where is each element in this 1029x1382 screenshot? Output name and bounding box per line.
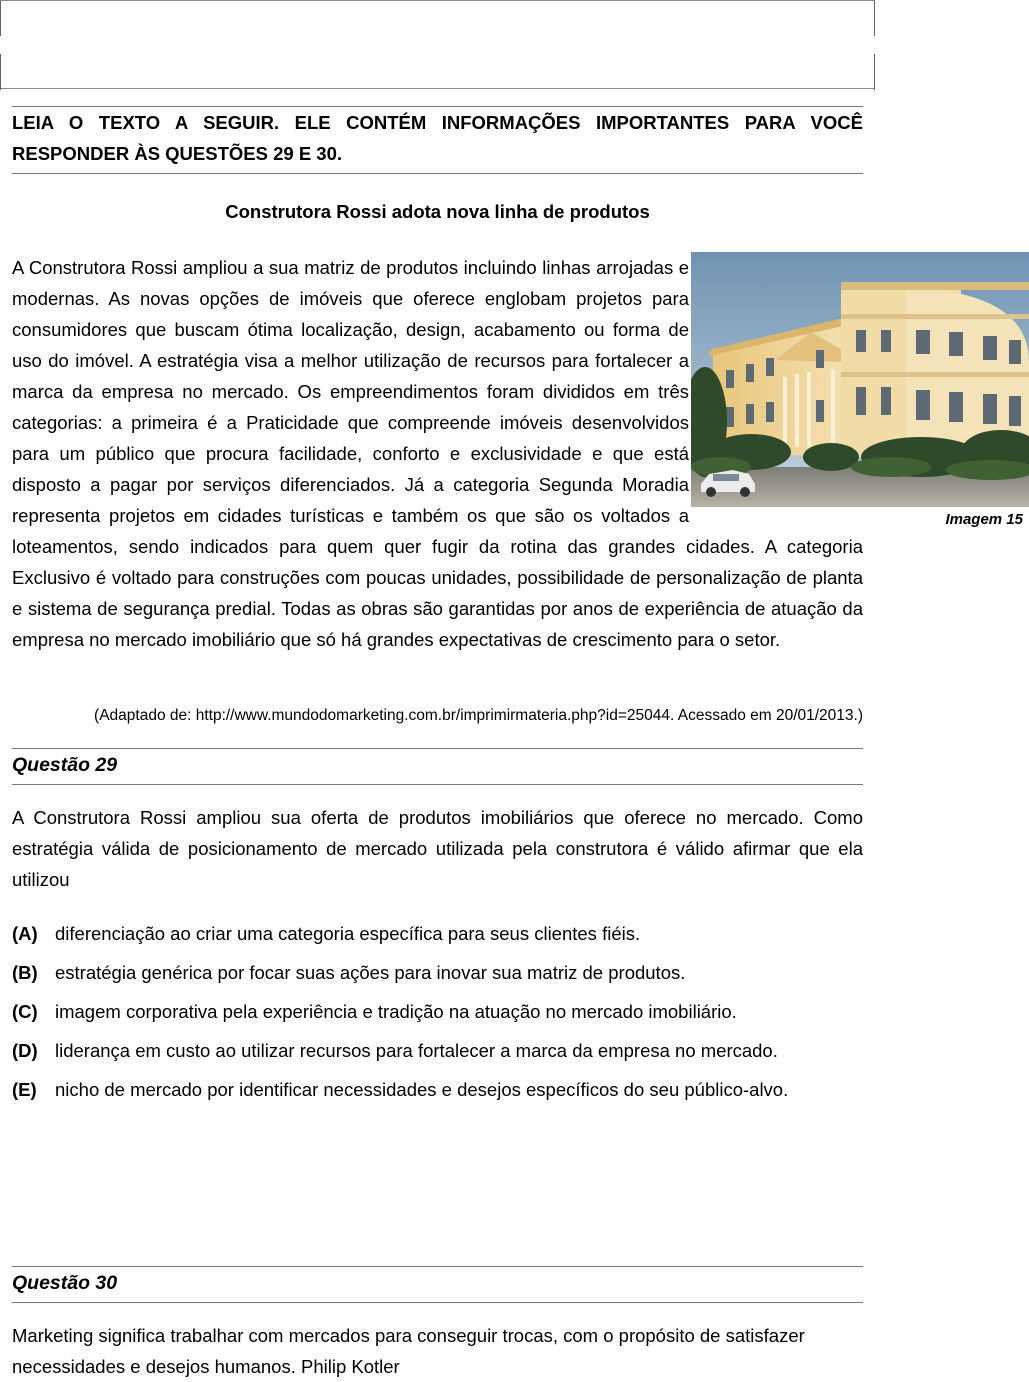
option-text: diferenciação ao criar uma categoria específica para seus clientes fiéis. [55,922,641,944]
option-letter: (D) [12,1039,38,1061]
answer-options [12,914,863,1109]
option-letter: (C) [12,1000,38,1022]
article-paragraph: A Construtora Rossi ampliou a sua matriz de produtos incluindo linhas arrojadas e modernas. As novas opções de imóveis que oferece englobam projetos para consumidores que buscam ótima localização, design, acabamento ou forma de uso do imóvel. A estratégia visa a melhor utilização de recursos para fortalecer a marca da empresa no mercado. Os empreendimentos foram divididos em três categorias: a primeira é a Praticidade que compreende imóveis desenvolvidos para um público que procura facilidade, conforto e exclusividade e que está disposto a pagar por serviços diferenciados. Já a categoria Segunda Moradia representa projetos em cidades turísticas e também os que são os voltados a loteamentos, sendo indicados para quem quer fugir da rotina das grandes cidades. A categoria Exclusivo é voltado para construções com poucas unidades, possibilidade de personalização de planta e sistema de segurança predial. Todas as obras são garantidas por anos de experiência de atuação da empresa no mercado imobiliário que só há grandes expectativas de crescimento para o setor. [12,257,863,650]
option-e[interactable] [12,1070,863,1109]
building-image [691,252,1029,528]
option-text: estratégia genérica por focar suas ações para inovar sua matriz de produtos. [55,961,686,983]
article-title: Construtora Rossi adota nova linha de produtos [225,201,650,222]
divider [12,1302,863,1303]
question-30-heading: Questão 30 [12,1272,118,1294]
source-citation: (Adaptado de: http://www.mundodomarketing.com.br/imprimirmateria.php?id=25044. Acessado em 20/01/2013.) [94,707,863,724]
reading-instruction: LEIA O TEXTO A SEGUIR. ELE CONTÉM INFORMAÇÕES IMPORTANTES PARA VOCÊ RESPONDER ÀS QUESTÕES 29 E 30. [12,112,863,164]
article-body [12,252,1023,655]
question-29-heading: Questão 29 [12,754,118,776]
question-29-stem: A Construtora Rossi ampliou sua oferta de produtos imobiliários que oferece no mercado. Como estratégia válida de posicionamento de mercado utilizada pela construtora é válido afirmar que ela utilizou [12,807,863,890]
divider [12,173,863,174]
option-c[interactable] [12,992,863,1031]
option-text: nicho de mercado por identificar necessidades e desejos específicos do seu público-alvo. [55,1078,789,1100]
divider [12,1266,863,1267]
option-letter: (A) [12,922,38,944]
option-letter: (B) [12,961,38,983]
option-a[interactable] [12,914,863,953]
option-text: imagem corporativa pela experiência e tradição na atuação no mercado imobiliário. [55,1000,737,1022]
divider [12,748,863,749]
option-d[interactable] [12,1031,863,1070]
option-text: liderança em custo ao utilizar recursos para fortalecer a marca da empresa no mercado. [55,1039,778,1061]
question-30-stem: Marketing significa trabalhar com mercados para conseguir trocas, com o propósito de satisfazer necessidades e desejos humanos. Philip Kotler [12,1325,805,1377]
divider [12,784,863,785]
option-letter: (E) [12,1078,37,1100]
option-b[interactable] [12,953,863,992]
building-photo [691,252,1029,507]
image-caption: Imagem 15 [945,511,1023,528]
header-box [0,0,875,89]
